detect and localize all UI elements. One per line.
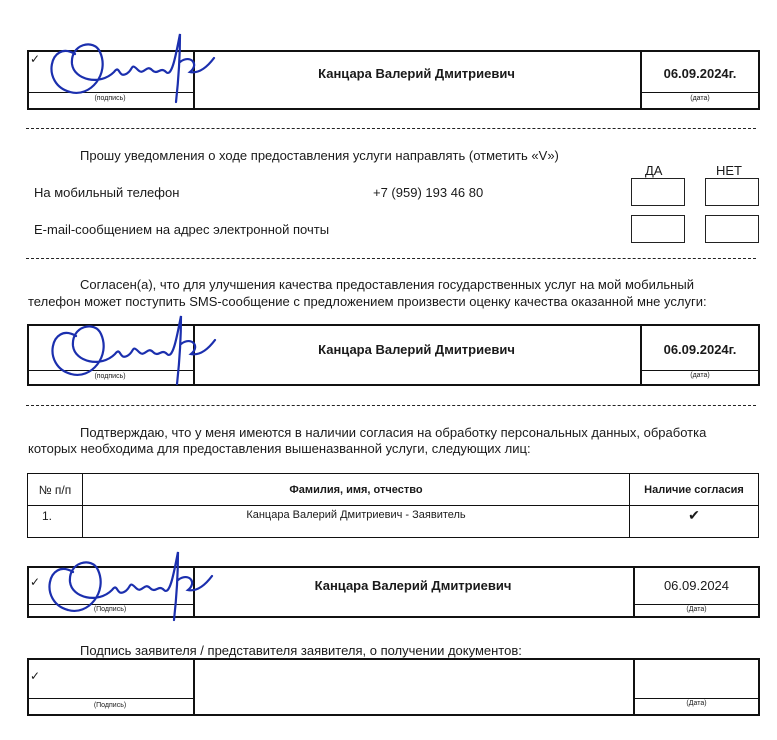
date-caption: (дата) — [690, 372, 710, 379]
date-caption: (Дата) — [686, 606, 707, 613]
mobile-phone-value: +7 (959) 193 46 80 — [373, 185, 484, 200]
column-header-number: № п/п — [28, 474, 83, 506]
column-header-consent: Наличие согласия — [630, 474, 759, 506]
option-mobile-label: На мобильный телефон — [34, 185, 180, 200]
sms-consent-line-2: телефон может поступить SMS-сообщение с предложением произвести оценку качества оказанной мне услуги: — [28, 294, 707, 309]
column-header-full-name: Фамилия, имя, отчество — [83, 474, 630, 506]
applicant-name: Канцара Валерий Дмитриевич — [318, 66, 515, 81]
sign-date: 06.09.2024 — [663, 578, 730, 593]
check-mark: ✓ — [30, 669, 41, 683]
date-caption: (Дата) — [686, 700, 707, 707]
handwritten-signature — [30, 14, 230, 114]
separator — [26, 128, 756, 129]
check-mark: ✓ — [30, 575, 41, 589]
option-email-label: E-mail-сообщением на адрес электронной почты — [34, 222, 330, 237]
personal-data-line-2: которых необходима для предоставления вышеназванной услуги, следующих лиц: — [28, 441, 531, 456]
personal-data-line-1: Подтверждаю, что у меня имеются в наличии согласия на обработку персональных данных, обработка — [80, 425, 707, 440]
separator — [26, 405, 756, 406]
row-consent-mark: ✔ — [630, 506, 759, 538]
sign-date: 06.09.2024г. — [663, 342, 737, 357]
row-full-name: Канцара Валерий Дмитриевич - Заявитель — [83, 506, 630, 538]
documents-receipt-label: Подпись заявителя / представителя заявителя, о получении документов: — [80, 643, 522, 658]
check-mark: ✓ — [30, 52, 41, 66]
column-no-label: НЕТ — [716, 163, 742, 178]
signature-caption: (подпись) — [94, 95, 126, 102]
handwritten-signature — [26, 296, 236, 396]
signature-caption: (подпись) — [94, 373, 126, 380]
date-caption: (дата) — [690, 95, 710, 102]
signature-caption: (Подпись) — [93, 702, 127, 709]
email-yes-checkbox[interactable] — [631, 215, 685, 243]
email-no-checkbox[interactable] — [705, 215, 759, 243]
table-header-row — [28, 474, 759, 506]
sign-date: 06.09.2024г. — [663, 66, 737, 81]
sms-consent-line-1: Согласен(а), что для улучшения качества предоставления государственных услуг на мой мобильный — [80, 277, 694, 292]
applicant-name: Канцара Валерий Дмитриевич — [314, 578, 512, 593]
row-number: 1. — [28, 506, 83, 538]
column-yes-label: ДА — [645, 163, 663, 178]
separator — [26, 258, 756, 259]
mobile-yes-checkbox[interactable] — [631, 178, 685, 206]
notification-intro: Прошу уведомления о ходе предоставления услуги направлять (отметить «V») — [80, 148, 559, 163]
persons-table — [27, 473, 759, 538]
signature-caption: (Подпись) — [93, 606, 127, 613]
applicant-name: Канцара Валерий Дмитриевич — [318, 342, 515, 357]
mobile-no-checkbox[interactable] — [705, 178, 759, 206]
handwritten-signature — [18, 532, 238, 632]
